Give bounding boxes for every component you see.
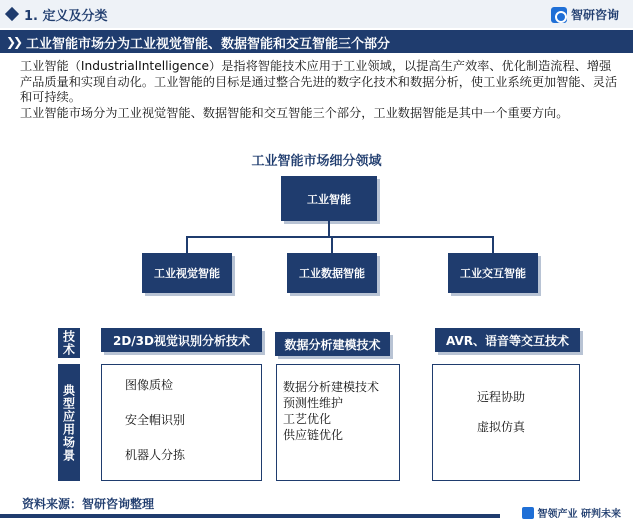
diagram-title: 工业智能市场细分领域 — [251, 154, 382, 169]
brand — [551, 6, 619, 23]
branch-node-interaction: 工业交互智能 — [448, 253, 538, 293]
list-item: 预测性维护 — [283, 396, 344, 410]
section-header — [0, 0, 633, 28]
intro-text — [20, 59, 620, 121]
diamond-bullet-icon — [5, 7, 19, 21]
connector-branch-1 — [186, 236, 188, 253]
footer-logo-icon — [522, 507, 534, 519]
row-label-apps: 典型应用场景 — [58, 364, 80, 481]
footer-slogan: 智领产业 研判未来 — [537, 509, 621, 520]
list-item: 机器人分拣 — [125, 448, 186, 462]
chevron-right-icon: ❯❯ — [6, 35, 21, 49]
brand-logo-icon — [551, 7, 567, 23]
tech-header-visual: 2D/3D视觉识别分析技术 — [101, 328, 262, 352]
tech-header-data: 数据分析建模技术 — [275, 332, 390, 356]
source-note: 资料来源：智研咨询整理 — [22, 497, 155, 511]
page-title: 工业智能市场分为工业视觉智能、数据智能和交互智能三个部分 — [26, 37, 391, 52]
intro-paragraph-1: 工业智能（IndustrialIntelligence）是指将智能技术应用于工业领域，以提高生产效率、优化制造流程、增强产品质量和实现自动化。工业智能的目标是通过整合先进的数字化技术和数据分析，使工业系统更加智能、灵活和可持续。 — [20, 59, 618, 104]
tech-header-interaction: AVR、语音等交互技术 — [435, 328, 580, 352]
brand-name: 智研咨询 — [570, 8, 619, 22]
list-item: 远程协助 — [477, 390, 526, 404]
section-title: 1. 定义及分类 — [24, 9, 108, 24]
connector-branch-3 — [492, 236, 494, 253]
row-label-tech: 技术 — [58, 328, 80, 358]
footer-brand — [522, 505, 621, 520]
list-item: 供应链优化 — [283, 428, 344, 442]
intro-paragraph-2: 工业智能市场分为工业视觉智能、数据智能和交互智能三个部分，工业数据智能是其中一个重要方向。 — [20, 105, 569, 120]
list-item: 图像质检 — [125, 378, 174, 392]
root-node: 工业智能 — [281, 176, 377, 221]
list-item: 数据分析建模技术 — [283, 380, 380, 394]
branch-node-data: 工业数据智能 — [287, 253, 377, 293]
list-item: 工艺优化 — [283, 412, 332, 426]
list-item: 虚拟仿真 — [477, 420, 526, 434]
connector-horizontal — [186, 236, 494, 238]
title-bar — [0, 30, 633, 53]
apps-box-interaction — [432, 364, 580, 481]
footer-divider — [0, 514, 500, 518]
list-item: 安全帽识别 — [125, 413, 186, 427]
connector-root-down — [328, 221, 330, 237]
branch-node-visual: 工业视觉智能 — [142, 253, 232, 293]
apps-box-visual — [101, 364, 262, 481]
connector-branch-2 — [331, 236, 333, 253]
apps-box-data — [276, 364, 400, 481]
